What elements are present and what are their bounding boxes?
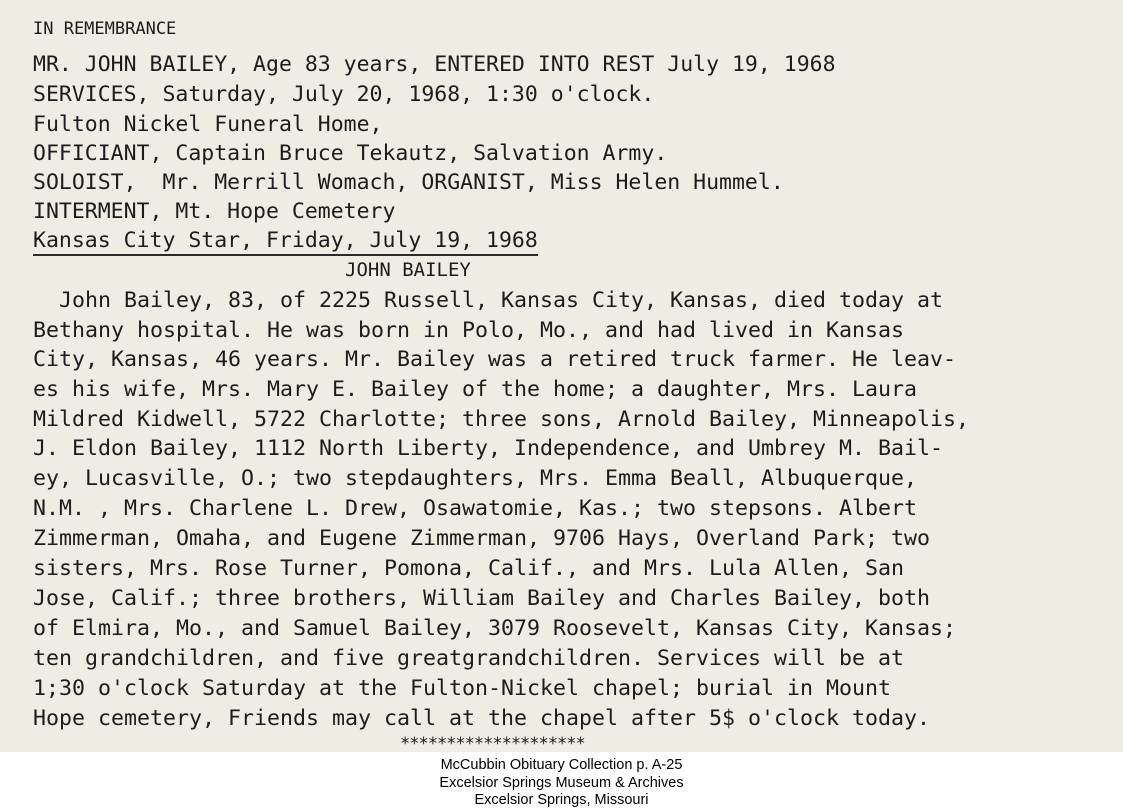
header-line-soloist: SOLOIST, Mr. Merrill Womach, ORGANIST, Miss Helen Hummel. <box>33 170 784 195</box>
obituary-line: J. Eldon Bailey, 1112 North Liberty, Independence, and Umbrey M. Bail- <box>33 436 944 461</box>
obituary-line: sisters, Mrs. Rose Turner, Pomona, Calif., and Mrs. Lula Allen, San <box>33 556 905 581</box>
separator-asterisks: ******************** <box>400 734 585 752</box>
obituary-line: ey, Lucasville, O.; two stepdaughters, Mrs. Emma Beall, Albuquerque, <box>33 466 918 491</box>
header-line-officiant: OFFICIANT, Captain Bruce Tekautz, Salvation Army. <box>33 141 668 166</box>
obituary-line: Zimmerman, Omaha, and Eugene Zimmerman, 9706 Hays, Overland Park; two <box>33 526 931 551</box>
caption-location: Excelsior Springs, Missouri <box>474 792 649 808</box>
caption-collection: McCubbin Obituary Collection p. A-25 <box>440 757 683 773</box>
header-line-funeral-home: Fulton Nickel Funeral Home, <box>33 112 383 137</box>
obituary-line: N.M. , Mrs. Charlene L. Drew, Osawatomie, Kas.; two stepsons. Albert <box>33 496 918 521</box>
obituary-line: ten grandchildren, and five greatgrandchildren. Services will be at <box>33 646 905 671</box>
obituary-line: 1;30 o'clock Saturday at the Fulton-Nickel chapel; burial in Mount <box>33 676 892 701</box>
obituary-line: Hope cemetery, Friends may call at the chapel after 5$ o'clock today. <box>33 706 931 731</box>
obituary-line: of Elmira, Mo., and Samuel Bailey, 3079 Roosevelt, Kansas City, Kansas; <box>33 616 957 641</box>
obituary-line: Mildred Kidwell, 5722 Charlotte; three sons, Arnold Bailey, Minneapolis, <box>33 407 970 432</box>
collection-caption <box>0 757 1123 810</box>
obituary-line: City, Kansas, 46 years. Mr. Bailey was a retired truck farmer. He leav- <box>33 347 957 372</box>
heading-in-remembrance: IN REMEMBRANCE <box>33 19 177 39</box>
obituary-line: Bethany hospital. He was born in Polo, Mo., and had lived in Kansas <box>33 318 905 343</box>
header-line-name: MR. JOHN BAILEY, Age 83 years, ENTERED INTO REST July 19, 1968 <box>33 52 836 77</box>
obituary-title: JOHN BAILEY <box>345 259 471 281</box>
obituary-line: Jose, Calif.; three brothers, William Bailey and Charles Bailey, both <box>33 586 931 611</box>
header-line-interment: INTERMENT, Mt. Hope Cemetery <box>33 199 396 224</box>
obituary-line: John Bailey, 83, of 2225 Russell, Kansas City, Kansas, died today at <box>33 288 944 313</box>
caption-museum: Excelsior Springs Museum & Archives <box>439 774 684 791</box>
obituary-line: es his wife, Mrs. Mary E. Bailey of the home; a daughter, Mrs. Laura <box>33 377 918 402</box>
header-line-services: SERVICES, Saturday, July 20, 1968, 1:30 o'clock. <box>33 82 655 107</box>
header-line-newspaper-source: Kansas City Star, Friday, July 19, 1968 <box>33 228 538 256</box>
